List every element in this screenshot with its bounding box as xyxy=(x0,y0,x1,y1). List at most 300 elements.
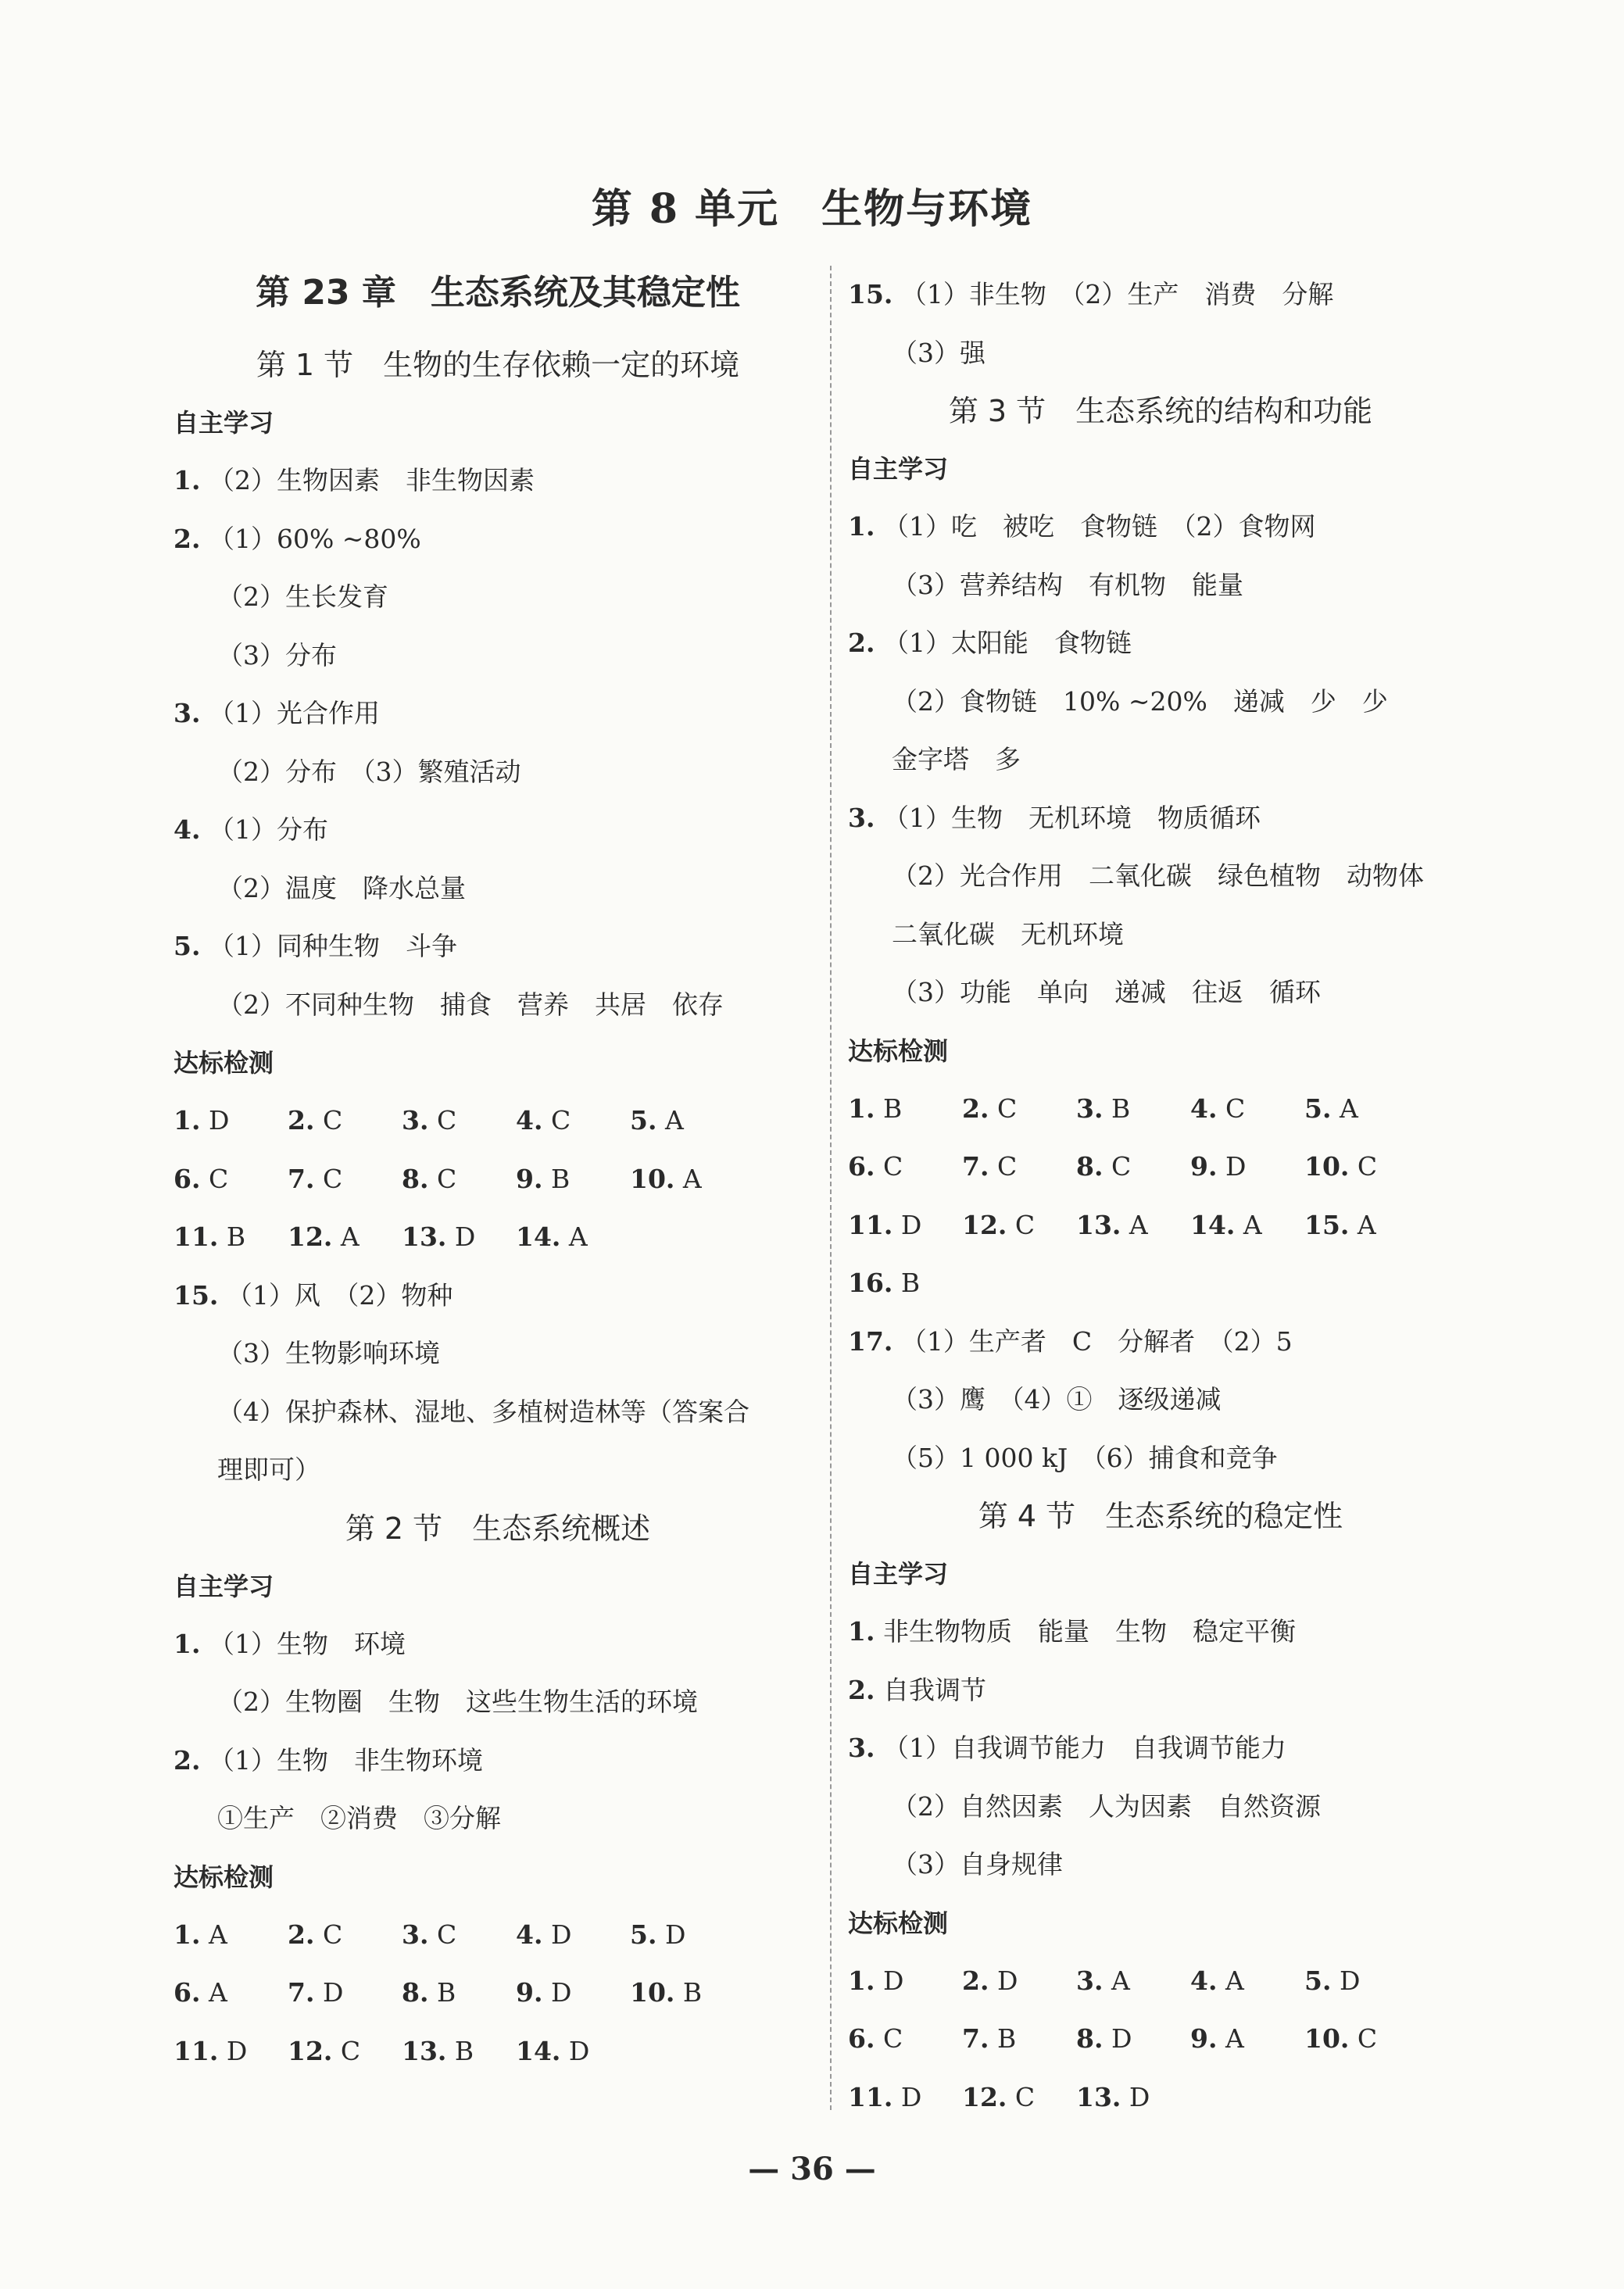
mc-item xyxy=(630,1150,744,1209)
answer-line xyxy=(173,1732,822,1790)
test-heading: 达标检测 xyxy=(173,1862,274,1892)
question-number: 7. xyxy=(962,1151,989,1182)
question-number: 3. xyxy=(848,1733,875,1763)
answer-letter: C xyxy=(314,1919,343,1950)
answer-list xyxy=(173,1615,822,1848)
answer-text: （5）1 000 kJ （6）捕食和竞争 xyxy=(892,1442,1278,1473)
question-number: 4. xyxy=(516,1105,543,1136)
answer-line xyxy=(173,976,822,1035)
mc-row xyxy=(173,1092,822,1150)
question-number: 1. xyxy=(848,1965,875,1996)
answer-letter: C xyxy=(1007,2081,1036,2112)
answer-letter: B xyxy=(989,2023,1017,2054)
answer-text: （3）生物影响环境 xyxy=(217,1338,440,1368)
mc-item xyxy=(1076,1196,1190,1255)
question-number: 8. xyxy=(1076,1151,1104,1182)
answer-text: （2）生长发育 xyxy=(217,581,388,612)
answer-text: （2）食物链 10% ~20% 递减 少 少 xyxy=(892,685,1388,717)
answer-letter: C xyxy=(314,1163,343,1194)
answer-text: （1）生物 环境 xyxy=(208,1628,406,1659)
answer-letter: C xyxy=(428,1163,457,1194)
mc-item xyxy=(402,1092,516,1150)
answer-list xyxy=(848,266,1473,382)
question-number: 14. xyxy=(516,2035,561,2066)
answer-line xyxy=(173,1325,822,1383)
mc-item xyxy=(1076,1080,1190,1139)
mc-item xyxy=(848,1080,962,1139)
question-number: 8. xyxy=(1076,2023,1104,2054)
answer-text: （2）生物圈 生物 这些生物生活的环境 xyxy=(217,1686,698,1717)
question-number: 2. xyxy=(173,1744,201,1776)
answer-text: 理即可） xyxy=(217,1454,320,1485)
answer-text: （4）保护森林、湿地、多植树造林等（答案合 xyxy=(217,1396,749,1427)
self-study-heading: 自主学习 xyxy=(848,1559,949,1589)
answer-line xyxy=(173,801,822,860)
question-number: 6. xyxy=(173,1163,201,1194)
question-number: 6. xyxy=(173,1977,201,2008)
answer-letter: C xyxy=(332,2035,361,2066)
answer-letter: D xyxy=(218,2035,248,2066)
answer-text: （1）生产者 C 分解者 （2）5 xyxy=(900,1325,1293,1357)
answer-text: （1）风 （2）物种 xyxy=(226,1279,453,1311)
answer-text: （2）不同种生物 捕食 营养 共居 依存 xyxy=(217,989,724,1020)
answer-line xyxy=(173,685,822,743)
answer-letter: A xyxy=(656,1105,684,1136)
mc-item xyxy=(630,1092,744,1150)
mc-row xyxy=(173,1906,822,1965)
answer-line xyxy=(848,673,1473,731)
question-number: 7. xyxy=(962,2023,989,2054)
answer-letter: C xyxy=(428,1105,457,1136)
question-number: 10. xyxy=(630,1977,675,2008)
test-heading: 达标检测 xyxy=(173,1048,274,1078)
mc-item xyxy=(516,1964,630,2023)
mc-item xyxy=(1304,2010,1418,2069)
answer-text: （3）强 xyxy=(892,337,985,368)
answer-letter: A xyxy=(332,1221,359,1252)
answer-text: （2）温度 降水总量 xyxy=(217,872,466,903)
mc-item xyxy=(402,1208,516,1267)
question-number: 2. xyxy=(173,523,201,554)
answer-letter: D xyxy=(1217,1151,1247,1182)
answer-line xyxy=(848,847,1473,906)
answer-line xyxy=(848,498,1473,556)
answer-text: （2）生物因素 非生物因素 xyxy=(208,465,535,495)
mc-row xyxy=(173,1964,822,2023)
answer-line xyxy=(173,1267,822,1325)
mc-item xyxy=(1304,1952,1418,2011)
mc-item xyxy=(1076,2010,1190,2069)
mc-item xyxy=(173,1906,288,1965)
answer-letter: B xyxy=(674,1977,703,2008)
question-number: 2. xyxy=(848,628,875,658)
question-number: 9. xyxy=(1190,1151,1218,1182)
answer-letter: C xyxy=(1217,1093,1246,1124)
mc-row xyxy=(848,2069,1473,2127)
question-number: 5. xyxy=(1304,1965,1332,1996)
mc-row xyxy=(848,2010,1473,2069)
question-number: 2. xyxy=(288,1105,315,1136)
mc-item xyxy=(516,2023,630,2081)
mc-item xyxy=(402,1906,516,1965)
answer-text: （3）分布 xyxy=(217,639,337,671)
answer-text: （3）营养结构 有机物 能量 xyxy=(892,569,1243,600)
chapter-title: 第 23 章 生态系统及其稳定性 xyxy=(256,273,740,313)
column-divider xyxy=(830,266,832,2110)
question-number: 12. xyxy=(288,1221,333,1252)
mc-item xyxy=(173,1150,288,1209)
answer-text: （3）鹰 （4）① 逐级递减 xyxy=(892,1384,1222,1415)
answer-line xyxy=(848,964,1473,1022)
answer-text: （2）光合作用 二氧化碳 绿色植物 动物体 xyxy=(892,860,1424,891)
mc-item xyxy=(288,1092,402,1150)
answer-letter: A xyxy=(200,1919,227,1950)
mc-item xyxy=(848,2069,962,2127)
answer-text: （1）60% ~80% xyxy=(208,523,421,554)
answer-text: 自我调节 xyxy=(882,1674,986,1705)
answer-letter: A xyxy=(1217,2023,1244,2054)
answer-list xyxy=(173,1267,822,1500)
answer-list xyxy=(848,1313,1473,1488)
question-number: 4. xyxy=(173,814,201,845)
mc-item xyxy=(402,1964,516,2023)
question-number: 11. xyxy=(848,1209,893,1240)
answer-letter: D xyxy=(542,1919,572,1950)
mc-item xyxy=(1190,1952,1304,2011)
mc-row xyxy=(173,2023,822,2081)
answer-letter: D xyxy=(1121,2081,1150,2112)
answer-line xyxy=(173,568,822,627)
mc-item xyxy=(630,1964,744,2023)
question-number: 13. xyxy=(1076,1209,1121,1240)
self-study-heading: 自主学习 xyxy=(848,454,949,484)
mc-item xyxy=(288,1964,402,2023)
mc-item xyxy=(173,1208,288,1267)
answer-text: 二氧化碳 无机环境 xyxy=(892,918,1124,950)
question-number: 8. xyxy=(402,1977,429,2008)
test-heading: 达标检测 xyxy=(848,1908,949,1938)
mc-row xyxy=(173,1208,822,1267)
answer-letter: A xyxy=(560,1221,588,1252)
mc-answers xyxy=(173,1906,822,2081)
answer-letter: C xyxy=(200,1163,229,1194)
question-number: 5. xyxy=(1304,1093,1332,1124)
answer-letter: A xyxy=(1217,1965,1244,1996)
unit-title: 第 8 单元 生物与环境 xyxy=(591,185,1033,233)
question-number: 4. xyxy=(1190,1965,1218,1996)
question-number: 14. xyxy=(516,1221,561,1252)
question-number: 11. xyxy=(173,1221,219,1252)
answer-letter: D xyxy=(656,1919,686,1950)
question-number: 7. xyxy=(288,1977,315,2008)
answer-letter: A xyxy=(1121,1209,1148,1240)
question-number: 9. xyxy=(516,1977,543,2008)
mc-item xyxy=(1190,2010,1304,2069)
question-number: 5. xyxy=(173,931,201,961)
answer-letter: B xyxy=(428,1977,456,2008)
mc-item xyxy=(962,1138,1076,1196)
question-number: 4. xyxy=(1190,1093,1218,1124)
mc-item xyxy=(288,1906,402,1965)
answer-line xyxy=(848,1836,1473,1894)
answer-line xyxy=(173,510,822,569)
question-number: 3. xyxy=(402,1919,429,1950)
section-title: 第 1 节 生物的生存依赖一定的环境 xyxy=(256,348,740,382)
answer-letter: D xyxy=(1103,2023,1132,2054)
answer-letter: C xyxy=(989,1093,1018,1124)
question-number: 7. xyxy=(288,1163,315,1194)
page-number: — 36 — xyxy=(748,2151,876,2187)
question-number: 3. xyxy=(173,698,201,728)
question-number: 14. xyxy=(1190,1209,1236,1240)
mc-item xyxy=(516,1208,630,1267)
question-number: 15. xyxy=(173,1279,219,1311)
question-number: 9. xyxy=(516,1163,543,1194)
right-column xyxy=(848,266,1473,2126)
answer-list xyxy=(848,498,1473,1022)
answer-text: （1）光合作用 xyxy=(208,698,380,728)
answer-letter: D xyxy=(989,1965,1018,1996)
mc-item xyxy=(516,1092,630,1150)
question-number: 17. xyxy=(848,1325,893,1357)
answer-line xyxy=(848,1661,1473,1720)
question-number: 1. xyxy=(173,1919,201,1950)
mc-answers xyxy=(848,1080,1473,1313)
answer-line xyxy=(173,917,822,976)
mc-item xyxy=(848,1138,962,1196)
question-number: 3. xyxy=(402,1105,429,1136)
answer-letter: D xyxy=(892,2081,922,2112)
question-number: 15. xyxy=(848,279,893,309)
mc-item xyxy=(402,2023,516,2081)
answer-text: （2）自然因素 人为因素 自然资源 xyxy=(892,1790,1321,1822)
mc-item xyxy=(516,1150,630,1209)
mc-row xyxy=(848,1952,1473,2011)
answer-letter: A xyxy=(1103,1965,1130,1996)
mc-row xyxy=(848,1196,1473,1255)
question-number: 13. xyxy=(1076,2081,1121,2112)
left-column xyxy=(173,266,822,2080)
mc-item xyxy=(962,1196,1076,1255)
answer-letter: B xyxy=(218,1221,246,1252)
answer-text: （1）分布 xyxy=(208,814,328,845)
answer-letter: D xyxy=(314,1977,344,2008)
section-title: 第 4 节 生态系统的稳定性 xyxy=(978,1499,1343,1533)
mc-item xyxy=(1190,1138,1304,1196)
answer-line xyxy=(173,1615,822,1674)
answer-line xyxy=(173,1441,822,1500)
answer-letter: C xyxy=(1349,2023,1378,2054)
question-number: 2. xyxy=(962,1093,989,1124)
question-number: 4. xyxy=(516,1919,543,1950)
mc-item xyxy=(848,2010,962,2069)
answer-line xyxy=(848,1778,1473,1837)
answer-line xyxy=(173,452,822,510)
answer-line xyxy=(173,627,822,685)
question-number: 9. xyxy=(1190,2023,1218,2054)
question-number: 10. xyxy=(1304,2023,1350,2054)
self-study-heading: 自主学习 xyxy=(173,408,274,438)
answer-line xyxy=(848,1371,1473,1429)
question-number: 2. xyxy=(962,1965,989,1996)
mc-item xyxy=(288,1150,402,1209)
question-number: 5. xyxy=(630,1919,657,1950)
mc-item xyxy=(516,1906,630,1965)
answer-letter: B xyxy=(875,1093,903,1124)
answer-letter: C xyxy=(542,1105,571,1136)
answer-letter: C xyxy=(1007,1209,1036,1240)
answer-letter: B xyxy=(892,1268,921,1298)
answer-text: （1）非生物 （2）生产 消费 分解 xyxy=(900,279,1334,309)
question-number: 12. xyxy=(962,1209,1007,1240)
question-number: 11. xyxy=(173,2035,219,2066)
question-number: 12. xyxy=(962,2081,1007,2112)
mc-item xyxy=(173,1092,288,1150)
answer-text: （1）太阳能 食物链 xyxy=(882,628,1132,658)
answer-line xyxy=(848,1719,1473,1778)
answer-line xyxy=(173,1673,822,1732)
answer-line xyxy=(848,556,1473,615)
question-number: 11. xyxy=(848,2081,893,2112)
answer-letter: C xyxy=(875,1151,903,1182)
mc-item xyxy=(1076,1952,1190,2011)
mc-item xyxy=(173,1964,288,2023)
answer-letter: A xyxy=(674,1163,702,1194)
mc-item xyxy=(173,2023,288,2081)
answer-text: （1）生物 非生物环境 xyxy=(208,1744,483,1776)
question-number: 2. xyxy=(848,1674,875,1705)
answer-line xyxy=(173,1383,822,1442)
mc-item xyxy=(1190,1196,1304,1255)
question-number: 12. xyxy=(288,2035,333,2066)
self-study-heading: 自主学习 xyxy=(173,1571,274,1601)
question-number: 13. xyxy=(402,2035,447,2066)
answer-text: （1）生物 无机环境 物质循环 xyxy=(882,802,1261,833)
answer-text: （1）同种生物 斗争 xyxy=(208,931,457,961)
answer-letter: D xyxy=(560,2035,590,2066)
mc-item xyxy=(288,2023,402,2081)
answer-letter: A xyxy=(1349,1209,1376,1240)
question-number: 10. xyxy=(630,1163,675,1194)
mc-row xyxy=(848,1080,1473,1139)
question-number: 2. xyxy=(288,1919,315,1950)
answer-line xyxy=(848,789,1473,848)
test-heading: 达标检测 xyxy=(848,1035,949,1066)
answer-letter: D xyxy=(875,1965,904,1996)
mc-item xyxy=(848,1952,962,2011)
answer-letter: A xyxy=(200,1977,227,2008)
question-number: 3. xyxy=(848,802,875,833)
answer-text: （2）分布 （3）繁殖活动 xyxy=(217,756,521,787)
mc-item xyxy=(848,1254,962,1313)
question-number: 6. xyxy=(848,2023,875,2054)
mc-answers xyxy=(173,1092,822,1267)
question-number: 16. xyxy=(848,1268,893,1298)
mc-item xyxy=(1076,2069,1190,2127)
mc-item xyxy=(962,1952,1076,2011)
question-number: 8. xyxy=(402,1163,429,1194)
answer-letter: C xyxy=(314,1105,343,1136)
mc-item xyxy=(962,1080,1076,1139)
answer-letter: C xyxy=(1349,1151,1378,1182)
answer-letter: C xyxy=(428,1919,457,1950)
answer-letter: D xyxy=(542,1977,572,2008)
answer-letter: A xyxy=(1331,1093,1358,1124)
answer-line xyxy=(848,1603,1473,1661)
answer-list xyxy=(848,1603,1473,1894)
answer-text: （1）吃 被吃 食物链 （2）食物网 xyxy=(882,511,1316,542)
answer-text: 非生物物质 能量 生物 稳定平衡 xyxy=(882,1616,1296,1647)
answer-line xyxy=(848,906,1473,964)
mc-answers xyxy=(848,1952,1473,2127)
answer-text: ①生产 ②消费 ③分解 xyxy=(217,1803,501,1833)
question-number: 1. xyxy=(848,1616,875,1647)
question-number: 3. xyxy=(1076,1093,1104,1124)
answer-text: （3）功能 单向 递减 往返 循环 xyxy=(892,977,1321,1007)
section-title: 第 3 节 生态系统的结构和功能 xyxy=(948,394,1373,428)
question-number: 1. xyxy=(848,1093,875,1124)
mc-item xyxy=(962,2069,1076,2127)
answer-line xyxy=(173,860,822,918)
answer-letter: B xyxy=(1103,1093,1131,1124)
answer-letter: A xyxy=(1235,1209,1262,1240)
question-number: 1. xyxy=(173,1105,201,1136)
answer-text: （1）自我调节能力 自我调节能力 xyxy=(882,1733,1286,1763)
mc-item xyxy=(1304,1138,1418,1196)
answer-letter: D xyxy=(892,1209,922,1240)
mc-row xyxy=(848,1138,1473,1196)
question-number: 1. xyxy=(173,465,201,495)
answer-letter: D xyxy=(446,1221,476,1252)
answer-line xyxy=(848,324,1473,383)
answer-line xyxy=(848,1429,1473,1488)
mc-item xyxy=(288,1208,402,1267)
mc-item xyxy=(1304,1080,1418,1139)
answer-letter: C xyxy=(989,1151,1018,1182)
answer-line xyxy=(848,266,1473,324)
answer-letter: D xyxy=(200,1105,230,1136)
answer-text: 金字塔 多 xyxy=(892,744,1021,774)
mc-item xyxy=(402,1150,516,1209)
answer-line xyxy=(848,1313,1473,1372)
question-number: 6. xyxy=(848,1151,875,1182)
section-title: 第 2 节 生态系统概述 xyxy=(345,1511,651,1546)
question-number: 15. xyxy=(1304,1209,1350,1240)
answer-letter: C xyxy=(1103,1151,1132,1182)
mc-item xyxy=(630,1906,744,1965)
answer-list xyxy=(173,452,822,1034)
question-number: 10. xyxy=(1304,1151,1350,1182)
mc-item xyxy=(962,2010,1076,2069)
answer-letter: C xyxy=(875,2023,903,2054)
question-number: 13. xyxy=(402,1221,447,1252)
answer-letter: D xyxy=(1331,1965,1361,1996)
question-number: 5. xyxy=(630,1105,657,1136)
answer-line xyxy=(173,743,822,802)
answer-line xyxy=(848,614,1473,673)
answer-letter: B xyxy=(446,2035,474,2066)
mc-item xyxy=(1076,1138,1190,1196)
answer-text: （3）自身规律 xyxy=(892,1849,1063,1879)
answer-line xyxy=(173,1790,822,1848)
mc-row xyxy=(173,1150,822,1209)
answer-letter: B xyxy=(542,1163,571,1194)
question-number: 1. xyxy=(848,511,875,542)
mc-item xyxy=(1190,1080,1304,1139)
mc-item xyxy=(1304,1196,1418,1255)
mc-row xyxy=(848,1254,1473,1313)
question-number: 3. xyxy=(1076,1965,1104,1996)
